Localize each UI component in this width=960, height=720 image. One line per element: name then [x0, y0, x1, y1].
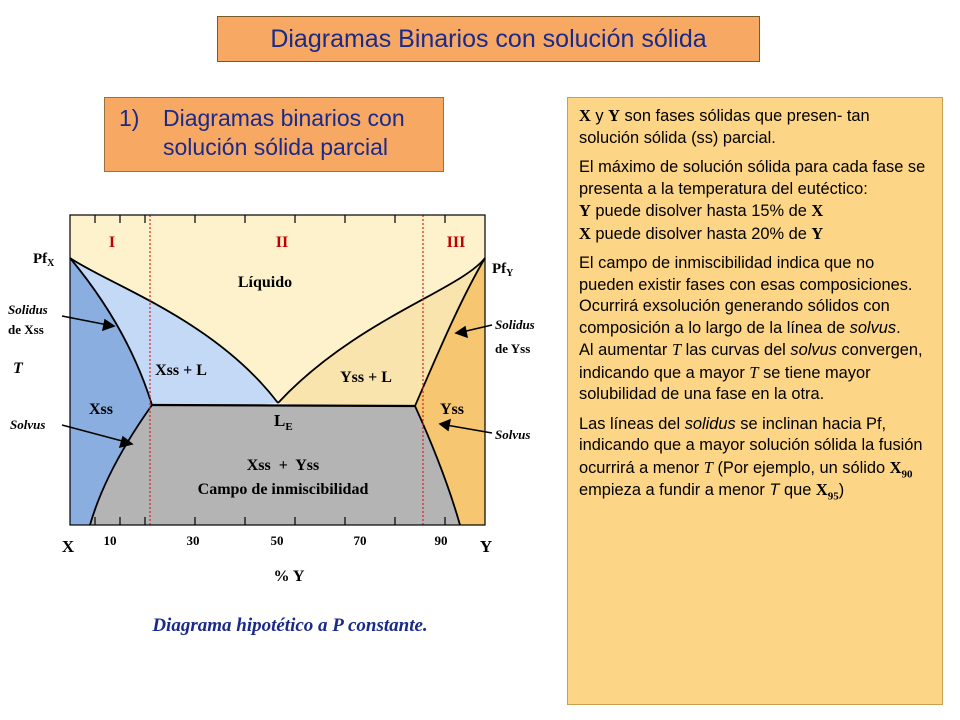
text-p4-t2: T [769, 481, 780, 499]
text-p4-x90: X [889, 457, 902, 477]
eutectic-line [152, 405, 415, 406]
label-eutectic: $L_E$ [274, 411, 293, 433]
text-p2-line1: El máximo de solución sólida para cada fase se presenta a la temperatura del eutéctico: [579, 158, 926, 198]
label-solvus-x: Solvus [10, 417, 46, 432]
axis-end-y: Y [479, 537, 493, 556]
paragraph-4 [579, 414, 932, 502]
text-p3-f: las curvas del [681, 341, 791, 359]
text-x: X [579, 106, 591, 125]
text-p2-l3b: puede disolver hasta 20% de [590, 224, 812, 243]
text-p4-a: Las líneas del [579, 414, 685, 433]
label-solvus-y: Solvus [495, 427, 531, 442]
text-p4-h: empieza a fundir a menor [579, 481, 770, 499]
text-p3-t: T [671, 340, 682, 359]
label-pf-y: $Pf_Y$ [492, 261, 514, 279]
text-p4-95: 95 [827, 490, 839, 503]
text-p3-solvus: solvus [849, 318, 897, 337]
tick-label-70: 70 [353, 533, 367, 548]
paragraph-3 [579, 253, 932, 406]
text-p4-x95: X [815, 480, 828, 499]
text-p2-l2c: X [811, 201, 824, 220]
phase-diagram [0, 0, 560, 600]
page-title: Diagramas Binarios con solución sólida [217, 16, 760, 62]
label-campo-inmiscibilidad: Campo de inmiscibilidad [197, 481, 369, 498]
text-p1-rest: son fases sólidas que presen- tan solución sólida (ss) parcial. [579, 107, 870, 147]
explanation-panel [567, 97, 943, 705]
tick-label-30: 30 [186, 533, 200, 548]
text-y: Y [608, 106, 620, 125]
text-p3-t2: T [749, 362, 759, 382]
label-yss-plus-l: Yss + L [340, 369, 392, 386]
label-solidus-y-1: Solidus [495, 317, 535, 332]
text-p4-solidus: solidus [684, 414, 736, 433]
region-label-I: I [108, 234, 116, 251]
text-p4-c: se inclinan hacia Pf, indicando que a mayor solución sólida la fusión ocurrirá a menor [579, 414, 923, 477]
text-p4-t: T [703, 457, 713, 477]
text-p3-h: convergen, indicando que a mayor [579, 341, 923, 382]
text-p3-c: . [896, 318, 901, 337]
section-number: 1) [119, 105, 140, 131]
text-p2-l3c: Y [811, 223, 824, 243]
label-xss-plus-l: Xss + L [155, 362, 207, 379]
label-xss-plus-yss: Xss + Yss [246, 457, 320, 474]
text-p3-d: Al aumentar [579, 341, 672, 359]
label-solidus-x-1: Solidus [8, 302, 48, 317]
text-p4-m: ) [838, 481, 845, 499]
label-yss: Yss [439, 401, 465, 418]
label-solidus-y-2: de Yss [495, 341, 531, 356]
diagram-caption: Diagrama hipotético a P constante. [152, 615, 428, 636]
region-label-II: II [275, 234, 289, 251]
text-p4-e: (Por ejemplo, un sólido [712, 458, 890, 477]
label-solidus-x-2: de Xss [8, 322, 44, 337]
region-label-III: III [446, 234, 466, 251]
text-y-connector: y [590, 107, 609, 125]
tick-label-90: 90 [434, 533, 448, 548]
text-p4-j: que [779, 481, 816, 499]
section-title: Diagramas binarios con solución sólida parcial [163, 105, 405, 160]
label-liquido: Líquido [237, 274, 293, 291]
label-pf-x: $Pf_X$ [33, 251, 55, 269]
tick-label-10: 10 [103, 533, 117, 548]
text-p3-j: se tiene mayor solubilidad de una fase en la otra. [579, 363, 871, 403]
text-p3-a: El campo de inmiscibilidad indica que no pueden existir fases con esas composiciones. Ocurrirá exsolución generando sólidos con composición a lo largo de la línea de [579, 254, 913, 337]
axis-end-x: X [61, 537, 75, 556]
tick-label-50: 50 [270, 533, 284, 548]
paragraph-2 [579, 157, 932, 245]
label-t-axis: T [13, 360, 23, 377]
text-p3-solvus2: solvus [790, 341, 837, 359]
paragraph-1 [579, 105, 932, 149]
text-p2-l2b: puede disolver hasta 15% de [590, 202, 812, 220]
text-p2-l3a: X [579, 223, 591, 243]
axis-label-percent-y: % Y [273, 568, 305, 585]
text-p2-l2a: Y [579, 201, 591, 220]
text-p4-90: 90 [901, 467, 913, 480]
label-xss: Xss [88, 401, 114, 418]
